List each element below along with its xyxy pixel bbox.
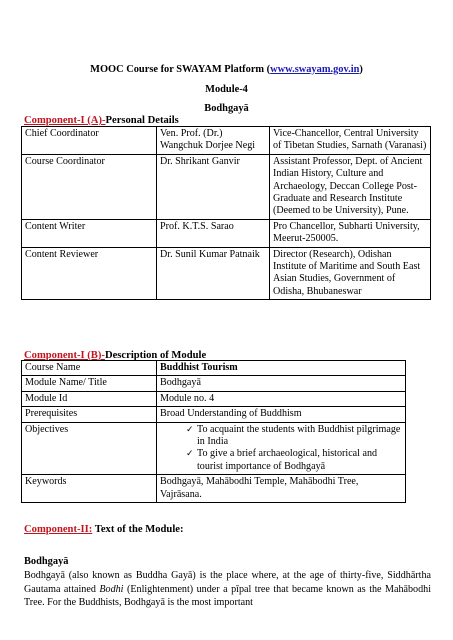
prerequisites-value: Broad Understanding of Buddhism: [157, 407, 406, 422]
paragraph-text: (Enlightenment) under a pīpal tree that became known as the Mahābodhi Tree. For the Buddhists, Bodhgayā is the most important: [24, 583, 431, 609]
cell-affiliation: Vice-Chancellor, Central University of Tibetan Studies, Sarnath (Varanasi): [270, 127, 431, 155]
objective-text: To give a brief archaeological, historical and tourist importance of Bodhgayā: [197, 448, 378, 472]
cell-role: Chief Coordinator: [22, 127, 157, 155]
objectives-key: Objectives: [22, 422, 157, 475]
objectives-list: [160, 424, 402, 474]
list-item: [160, 448, 402, 473]
cell-name: Dr. Shrikant Ganvir: [157, 154, 270, 219]
table-row: [22, 247, 431, 300]
table-row: [22, 376, 406, 391]
objectives-value: [157, 422, 406, 475]
course-name-key: Course Name: [22, 361, 157, 376]
objective-text: To acquaint the students with Buddhist pilgrimage in India: [197, 423, 401, 448]
keywords-key: Keywords: [22, 475, 157, 503]
cell-name: Prof. K.T.S. Sarao: [157, 219, 270, 247]
component-a-title: Personal Details: [105, 115, 179, 126]
component-a-label: Component-I (A)-: [24, 115, 106, 126]
cell-role: Content Writer: [22, 219, 157, 247]
table-row: [22, 219, 431, 247]
document-title: [0, 64, 453, 75]
table-row: [22, 475, 406, 503]
course-name-value: Buddhist Tourism: [157, 361, 406, 376]
list-item: [160, 424, 402, 449]
keywords-value: Bodhgayā, Mahābodhi Temple, Mahābodhi Tree, Vajrāsana.: [157, 475, 406, 503]
cell-role: Content Reviewer: [22, 247, 157, 300]
title-prefix: MOOC Course for SWAYAM Platform (: [90, 64, 271, 75]
module-id-value: Module no. 4: [157, 391, 406, 406]
module-title-value: Bodhgayā: [157, 376, 406, 391]
module-title-key: Module Name/ Title: [22, 376, 157, 391]
component-ii-title: Text of the Module:: [92, 524, 184, 535]
table-row: [22, 127, 431, 155]
prerequisites-key: Prerequisites: [22, 407, 157, 422]
component-b-title: Description of Module: [104, 350, 207, 361]
table-row: [22, 422, 406, 475]
module-number: Module-4: [205, 84, 248, 95]
body-heading: Bodhgayā: [24, 556, 69, 567]
paragraph-italic: Bodhi: [99, 583, 124, 595]
checkmark-icon: ✓: [186, 424, 194, 435]
table-row: [22, 361, 406, 376]
cell-affiliation: Assistant Professor, Dept. of Ancient Indian History, Culture and Archaeology, Deccan College Post-Graduate and Research Institute (Deemed to be University), Pune.: [270, 154, 431, 219]
personal-details-table: [21, 126, 431, 300]
cell-affiliation: Director (Research), Odishan Institute of Maritime and South East Asian Studies, Government of Odisha, Bhubaneswar: [270, 247, 431, 300]
module-subject: Bodhgayā: [204, 103, 249, 114]
swayam-link[interactable]: www.swayam.gov.in: [270, 64, 360, 75]
table-row: [22, 391, 406, 406]
component-a-heading: [24, 115, 179, 126]
module-id-key: Module Id: [22, 391, 157, 406]
component-ii-heading: [24, 524, 184, 535]
table-row: [22, 154, 431, 219]
checkmark-icon: ✓: [186, 449, 194, 460]
cell-affiliation: Pro Chancellor, Subharti University, Meerut-250005.: [270, 219, 431, 247]
component-b-label: Component-I (B)-: [24, 350, 105, 361]
cell-role: Course Coordinator: [22, 154, 157, 219]
component-ii-label: Component-II:: [24, 524, 93, 535]
paragraph-text: Bodhgayā (also known as Buddha Gayā) is the place where, at the age of thirty-five, Siddhārtha Gautama attained: [24, 570, 431, 595]
body-paragraph: [24, 569, 431, 610]
module-description-table: [21, 360, 406, 503]
cell-name: Dr. Sunil Kumar Patnaik: [157, 247, 270, 300]
table-row: [22, 407, 406, 422]
cell-name: Ven. Prof. (Dr.) Wangchuk Dorjee Negi: [157, 127, 270, 155]
title-suffix: ): [359, 64, 363, 75]
